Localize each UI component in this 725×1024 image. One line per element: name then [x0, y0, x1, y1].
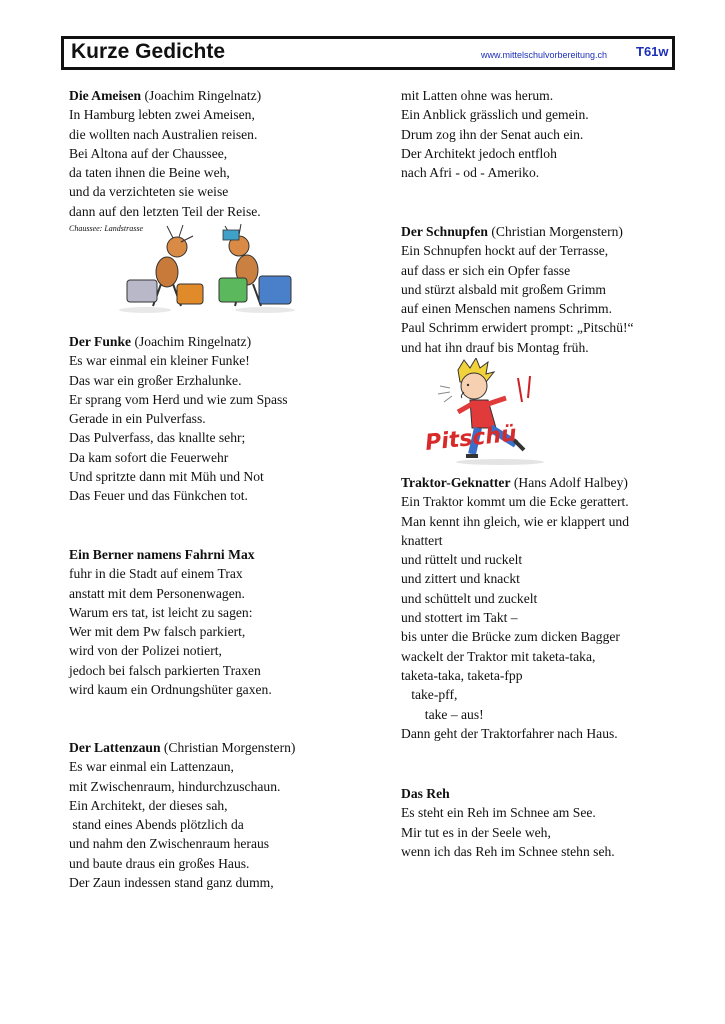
poem-title: Ein Berner namens Fahrni Max	[69, 547, 255, 562]
poem-line: Man kennt ihn gleich, wie er klappert und	[401, 513, 630, 529]
pitschu-lettering: Pitschü	[424, 421, 518, 456]
poem-line: und baute draus ein großes Haus.	[69, 855, 250, 871]
poem-line: auf einen Menschen namens Schrimm.	[401, 301, 613, 317]
poem-heading	[401, 784, 615, 803]
poem-der-funke	[69, 332, 288, 506]
poem-line: Paul Schrimm erwidert prompt: „Pitschü!“	[401, 320, 634, 336]
poem-author: (Christian Morgenstern)	[491, 224, 623, 239]
poem-line: anstatt mit dem Personenwagen.	[69, 585, 245, 601]
poem-line: Er sprang vom Herd und wie zum Spass	[69, 391, 288, 407]
poem-line: mit Zwischenraum, hindurchzuschaun.	[69, 778, 281, 794]
poem-line: Ein Architekt, der dieses sah,	[69, 797, 228, 813]
poem-heading	[401, 473, 629, 492]
poem-line: Das war ein großer Erzhalunke.	[69, 372, 242, 388]
poem-title: Der Lattenzaun	[69, 740, 161, 755]
poem-die-ameisen	[69, 86, 261, 221]
poem-line: jedoch bei falsch parkierten Traxen	[69, 662, 261, 678]
poem-line: Es war einmal ein Lattenzaun,	[69, 759, 234, 775]
poem-line: taketa-taka, taketa-fpp	[401, 667, 523, 683]
poem-line: und zittert und knackt	[401, 571, 520, 587]
footnote: Chaussee: Landstrasse	[69, 224, 144, 233]
poem-line: wird kaum ein Ordnungshüter gaxen.	[69, 682, 272, 698]
poem-fahrni-max	[69, 545, 272, 699]
poem-line: und rüttelt und ruckelt	[401, 552, 523, 568]
poem-line: Und spritzte dann mit Müh und Not	[69, 469, 264, 485]
poem-line: und hat ihn drauf bis Montag früh.	[401, 339, 589, 355]
poem-line: Wer mit dem Pw falsch parkiert,	[69, 624, 246, 640]
poem-line: Ein Traktor kommt um die Ecke gerattert.	[401, 494, 629, 510]
poem-title: Der Funke	[69, 334, 132, 349]
worksheet-code: T61w	[636, 44, 669, 59]
poem-line: Ein Schnupfen hockt auf der Terrasse,	[401, 243, 609, 259]
poem-author: (Joachim Ringelnatz)	[134, 334, 252, 349]
poem-line: auf dass er sich ein Opfer fasse	[401, 262, 571, 278]
poem-heading	[69, 332, 288, 351]
poem-title: Das Reh	[401, 786, 450, 801]
poem-line: wenn ich das Reh im Schnee stehn seh.	[401, 843, 615, 859]
poem-line: Der Zaun indessen stand ganz dumm,	[69, 875, 274, 891]
poem-author: (Christian Morgenstern)	[163, 740, 296, 755]
ants-illustration	[115, 222, 305, 317]
poem-heading	[69, 545, 272, 564]
sneezing-boy-illustration	[420, 358, 565, 470]
poem-line: fuhr in die Stadt auf einem Trax	[69, 566, 243, 582]
website-url[interactable]: www.mittelschulvorbereitung.ch	[481, 50, 608, 60]
poem-heading	[401, 222, 634, 241]
poem-line: Warum ers tat, ist leicht zu sagen:	[69, 604, 253, 620]
poem-line: und schüttelt und zuckelt	[401, 590, 538, 606]
poem-line: bis unter die Brücke zum dicken Bagger	[401, 629, 620, 645]
poem-line: Drum zog ihn der Senat auch ein.	[401, 126, 584, 142]
poem-line: Das Feuer und das Fünkchen tot.	[69, 488, 248, 504]
poem-line: knattert	[401, 532, 443, 548]
poem-line: Gerade in ein Pulverfass.	[69, 411, 206, 427]
poem-der-lattenzaun	[69, 738, 295, 892]
page-title: Kurze Gedichte	[71, 40, 226, 63]
poem-title: Traktor-Geknatter	[401, 475, 511, 490]
poem-line: Bei Altona auf der Chaussee,	[69, 145, 228, 161]
poem-line: Der Architekt jedoch entfloh	[401, 145, 557, 161]
poem-line: Das Pulverfass, das knallte sehr;	[69, 430, 246, 446]
poem-line: Es war einmal ein kleiner Funke!	[69, 353, 250, 369]
poem-traktor-geknatter	[401, 473, 629, 743]
poem-author: (Joachim Ringelnatz)	[144, 88, 262, 103]
poem-title: Die Ameisen	[69, 88, 142, 103]
page-header	[61, 36, 675, 70]
poem-line: nach Afri - od - Ameriko.	[401, 165, 540, 181]
poem-heading	[69, 86, 261, 105]
poem-line: und da verzichteten sie weise	[69, 184, 229, 200]
poem-der-schnupfen	[401, 222, 634, 357]
poem-line: wird von der Polizei notiert,	[69, 643, 222, 659]
poem-line: Es steht ein Reh im Schnee am See.	[401, 805, 596, 821]
poem-author: (Hans Adolf Halbey)	[513, 475, 628, 490]
poem-das-reh	[401, 784, 615, 861]
poem-line: da taten ihnen die Beine weh,	[69, 165, 230, 181]
poem-line: und stottert im Takt –	[401, 610, 518, 626]
poem-line: In Hamburg lebten zwei Ameisen,	[69, 107, 255, 123]
poem-heading	[69, 738, 295, 757]
poem-line: mit Latten ohne was herum.	[401, 88, 554, 103]
poem-line: Da kam sofort die Feuerwehr	[69, 449, 229, 465]
poem-line: und stürzt alsbald mit großem Grimm	[401, 281, 607, 297]
poem-der-lattenzaun-continuation	[401, 86, 589, 182]
poem-line: Dann geht der Traktorfahrer nach Haus.	[401, 725, 618, 741]
poem-line: Mir tut es in der Seele weh,	[401, 824, 551, 840]
poem-line: die wollten nach Australien reisen.	[69, 126, 258, 142]
poem-line: take – aus!	[401, 706, 484, 722]
poem-line: stand eines Abends plötzlich da	[69, 817, 244, 833]
poem-line: take-pff,	[401, 687, 458, 703]
poem-line: wackelt der Traktor mit taketa-taka,	[401, 648, 596, 664]
poem-line: Ein Anblick grässlich und gemein.	[401, 107, 589, 123]
poem-line: dann auf den letzten Teil der Reise.	[69, 203, 261, 219]
poem-title: Der Schnupfen	[401, 224, 488, 239]
poem-line: und nahm den Zwischenraum heraus	[69, 836, 270, 852]
